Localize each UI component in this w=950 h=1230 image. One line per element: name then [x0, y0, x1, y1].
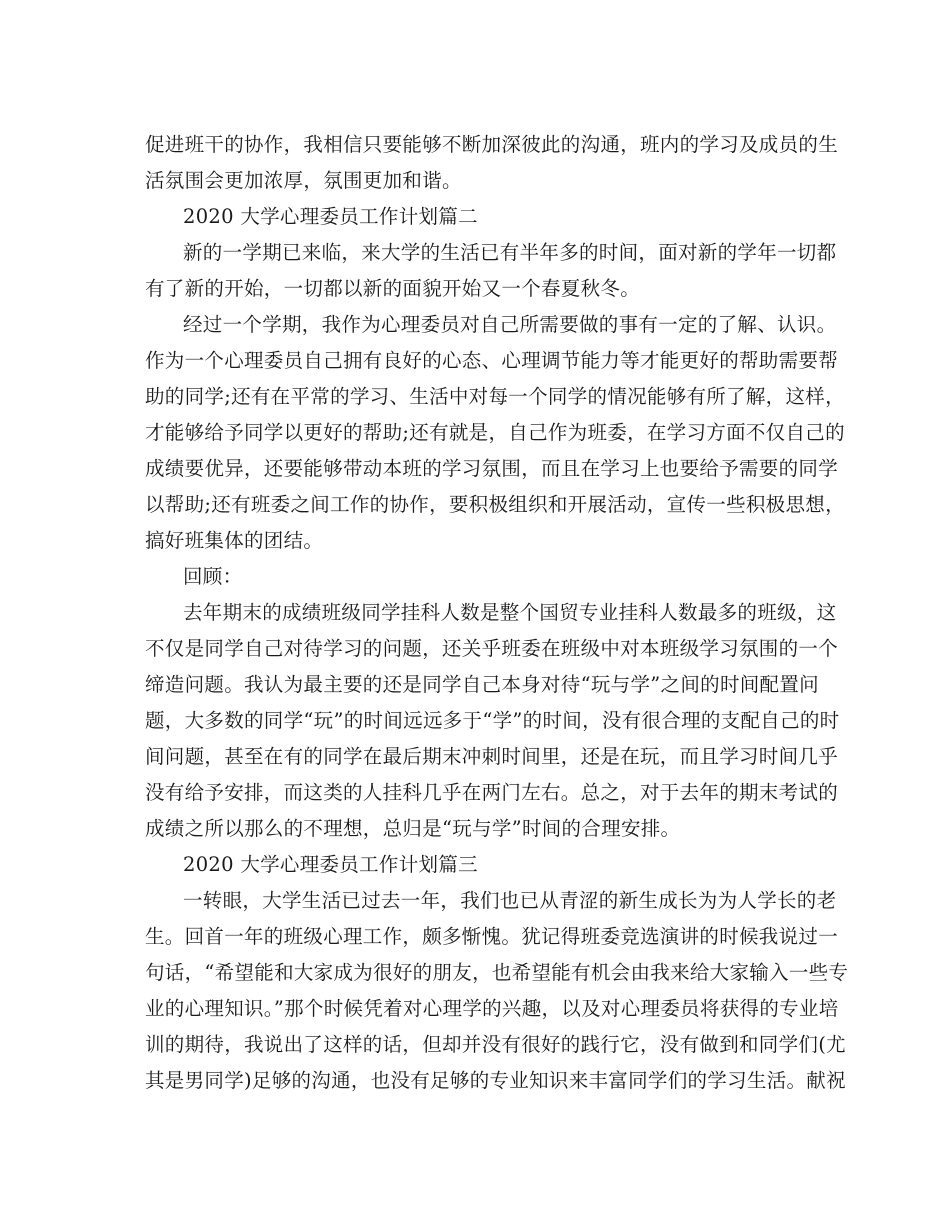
text-line: 有了新的开始，一切都以新的面貌开始又一个春夏秋冬。	[145, 277, 641, 300]
section-heading: 2020 大学心理委员工作计划篇二	[183, 205, 478, 228]
text-line: 新的一学期已来临，来大学的生活已有半年多的时间，面对新的学年一切都	[183, 241, 837, 264]
text-line: 经过一个学期，我作为心理委员对自己所需要做的事有一定的了解、认识。	[183, 313, 837, 336]
text-line: 业的心理知识。”那个时候凭着对心理学的兴趣，以及对心理委员将获得的专业培	[145, 997, 839, 1020]
text-line: 以帮助;还有班委之间工作的协作，要积极组织和开展活动，宣传一些积极思想，	[145, 493, 845, 516]
text-line: 作为一个心理委员自己拥有良好的心态、心理调节能力等才能更好的帮助需要帮	[145, 349, 839, 372]
section-heading: 2020 大学心理委员工作计划篇三	[183, 853, 478, 876]
text-line: 没有给予安排，而这类的人挂科几乎在两门左右。总之，对于去年的期末考试的	[145, 781, 839, 804]
text-line: 题，大多数的同学“玩”的时间远远多于“学”的时间，没有很合理的支配自己的时	[145, 709, 840, 732]
text-line: 助的同学;还有在平常的学习、生活中对每一个同学的情况能够有所了解，这样，	[145, 385, 845, 408]
text-line: 间问题，甚至在有的同学在最后期末冲刺时间里，还是在玩，而且学习时间几乎	[145, 745, 839, 768]
text-line: 才能够给予同学以更好的帮助;还有就是，自己作为班委，在学习方面不仅自己的	[145, 421, 845, 444]
text-line: 一转眼，大学生活已过去一年，我们也已从青涩的新生成长为为人学长的老	[183, 889, 837, 912]
text-line: 去年期末的成绩班级同学挂科人数是整个国贸专业挂科人数最多的班级，这	[183, 601, 837, 624]
text-line: 成绩之所以那么的不理想，总归是“玩与学”时间的合理安排。	[145, 817, 681, 840]
text-line: 成绩要优异，还要能够带动本班的学习氛围，而且在学习上也要给予需要的同学	[145, 457, 839, 480]
text-line: 不仅是同学自己对待学习的问题，还关乎班委在班级中对本班级学习氛围的一个	[145, 637, 839, 660]
text-line: 其是男同学)足够的沟通，也没有足够的专业知识来丰富同学们的学习生活。献祝	[145, 1069, 846, 1092]
text-line: 搞好班集体的团结。	[145, 529, 324, 552]
text-line: 促进班干的协作，我相信只要能够不断加深彼此的沟通，班内的学习及成员的生	[145, 133, 839, 156]
text-line: 缔造问题。我认为最主要的还是同学自己本身对待“玩与学”之间的时间配置问	[145, 673, 819, 696]
text-line: 活氛围会更加浓厚，氛围更加和谐。	[145, 169, 462, 192]
section-heading: 回顾：	[183, 565, 243, 588]
text-line: 生。回首一年的班级心理工作，颇多惭愧。犹记得班委竞选演讲的时候我说过一	[145, 925, 839, 948]
text-line: 训的期待，我说出了这样的话，但却并没有很好的践行它，没有做到和同学们(尤	[145, 1033, 846, 1056]
text-line: 句话，“希望能和大家成为很好的朋友，也希望能有机会由我来给大家输入一些专	[145, 961, 849, 984]
